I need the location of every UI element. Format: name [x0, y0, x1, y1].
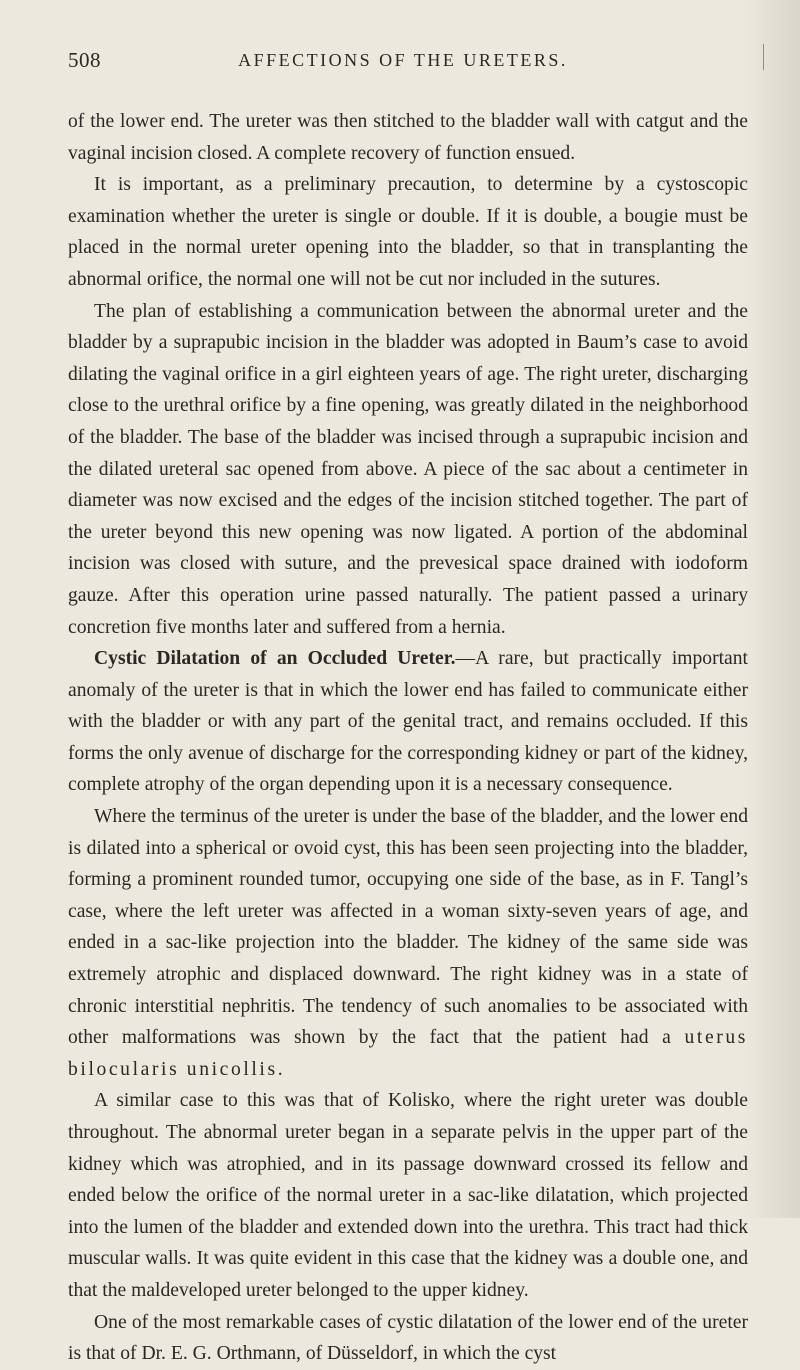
tangl-text-end: . [277, 1058, 283, 1080]
page-edge-mark [763, 44, 764, 70]
running-head: AFFECTIONS OF THE URETERS. [238, 50, 568, 70]
section-heading: Cystic Dilatation of an Occluded Ureter. [94, 648, 456, 670]
body-text [68, 106, 748, 1370]
paragraph-cystic-dilatation [68, 643, 748, 801]
tangl-text: Where the terminus of the ureter is under the base of the bladder, and the lower end is dilated into a spherical or ovoid cyst, this has been seen projecting into the bladder, forming a prominent rounded tumor, occupying one side of the base, as in F. Tangl’s case, where the left ureter was affected in a woman sixty-seven years of age, and ended in a sac-like projection into the bladder. The kidney of the same side was extremely atrophic and displaced downward. The right kidney was in a state of chronic interstitial nephritis. The tendency of such anomalies to be associated with other malformations was shown by the fact that the patient had a [68, 806, 748, 1049]
section-text: —A rare, but practically important anomaly of the ureter is that in which the lower end has failed to communicate either with the bladder or with any part of the genital tract, and remains occluded. If this forms the only avenue of discharge for the corresponding kidney or part of the kidney, complete atrophy of the organ depending upon it is a necessary consequence. [68, 648, 748, 796]
paragraph-kolisko-case: A similar case to this was that of Kolisko, where the right ureter was double throughout. The abnormal ureter began in a separate pelvis in the upper part of the kidney which was atrophied, and in its passage downward crossed its fellow and ended below the orifice of the normal ureter in a sac-like dilatation, which projected into the lumen of the bladder and extended down into the urethra. This tract had thick muscular walls. It was quite evident in this case that the kidney was a double one, and that the maldeveloped ureter belonged to the upper kidney. [68, 1090, 748, 1301]
page-header [68, 48, 738, 78]
page-number: 508 [68, 48, 101, 72]
paragraph-tangl-case [68, 801, 748, 1085]
paragraph-orthmann-case: One of the most remarkable cases of cystic dilatation of the lower end of the ureter is that of Dr. E. G. Orthmann, of Düsseldorf, in which the cyst [68, 1311, 748, 1365]
paragraph-continuation: of the lower end. The ureter was then stitched to the bladder wall with catgut and the vaginal incision closed. A complete recovery of function ensued. [68, 111, 748, 164]
paragraph-cystoscopic-precaution: It is important, as a preliminary precaution, to determine by a cystoscopic examination whether the ureter is single or double. If it is double, a bougie must be placed in the normal ureter opening into the bladder, so that in transplanting the abnormal orifice, the normal one will not be cut nor included in the sutures. [68, 174, 748, 290]
paragraph-baum-case: The plan of establishing a communication between the abnormal ureter and the bladder by a suprapubic incision in the bladder was adopted in Baum’s case to avoid dilating the vaginal orifice in a girl eighteen years of age. The right ureter, discharging close to the urethral orifice by a fine opening, was greatly dilated in the neighborhood of the bladder. The base of the bladder was incised through a suprapubic incision and the dilated ureteral sac opened from above. A piece of the sac about a centimeter in diameter was now excised and the edges of the incision stitched together. The part of the ureter beyond this new opening was now ligated. A portion of the abdominal incision was closed with suture, and the prevesical space drained with iodoform gauze. After this operation urine passed naturally. The patient passed a urinary concretion five months later and suffered from a hernia. [68, 300, 748, 638]
latin-term: uterus bilocularis unicollis [68, 1027, 748, 1080]
